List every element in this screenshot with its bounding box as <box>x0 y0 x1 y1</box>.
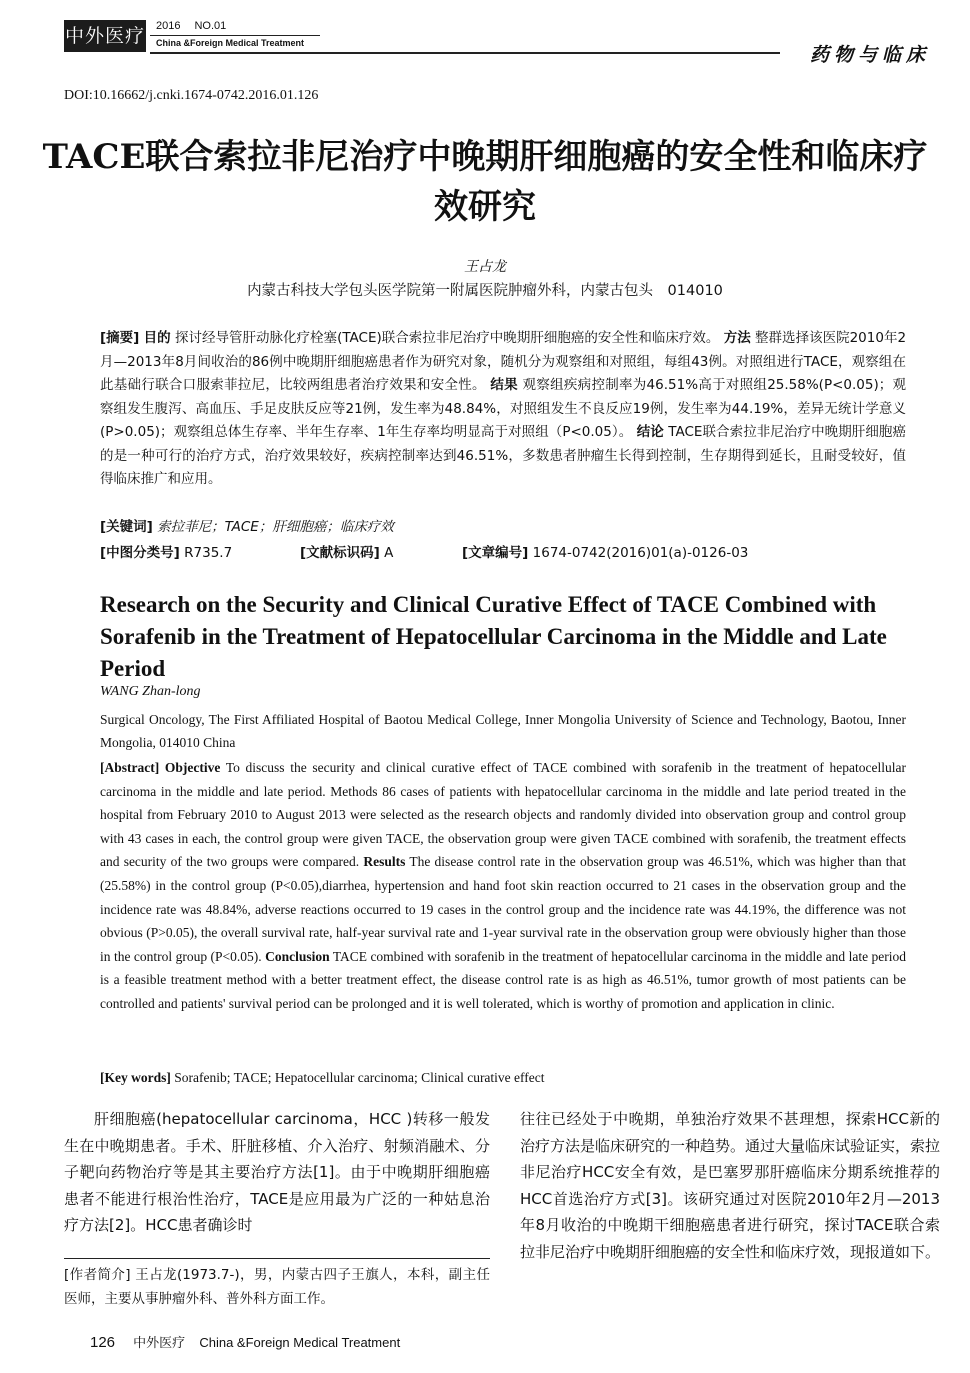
issue-year: 2016 <box>156 20 181 32</box>
affiliation-en: Surgical Oncology, The First Affiliated Hospital of Baotou Medical College, Inner Mongolia University of Science and Technology, Baotou, Inner Mongolia, 014010 China <box>100 712 906 750</box>
keywords-en <box>100 1066 906 1089</box>
page-number: 126 <box>90 1334 116 1351</box>
body-right-column <box>520 1106 940 1265</box>
body-left-text: 肝细胞癌(hepatocellular carcinoma，HCC )转移一般发生在中晚期患者。手术、肝脏移植、介入治疗、射频消融术、分子靶向药物治疗等是其主要治疗方法[1]。由于中晚期肝细胞癌患者不能进行根治性治疗，TACE是应用最为广泛的一种姑息治疗方法[2]。HCC患者确诊时 <box>64 1110 490 1234</box>
keywords-value-cn: 索拉菲尼；TACE；肝细胞癌；临床疗效 <box>157 519 394 535</box>
author-note-rule <box>64 1258 490 1259</box>
results-label-en: Results <box>363 854 406 870</box>
doc-code-value: A <box>384 545 394 561</box>
author-note-label: [作者简介] <box>64 1267 131 1283</box>
objective-text-en: To discuss the security and clinical curative effect of TACE combined with sorafenib in the treatment of hepatocellular carcinoma in the middle and late period. Methods 86 cases of patients with hepatocellular carcinoma in the middle and late period treated in the hospital from February 2010 to August 2013 were selected as the research objects and randomly divided into observation group and control group with 43 cases in each, the control group were given TACE, the observation group were given TACE combined with sorafenib, the treatment effects and security of the two groups were compared. <box>100 760 906 870</box>
doc-code-label: [文献标识码] <box>300 545 380 561</box>
author-note-text: 王占龙(1973.7-)，男，内蒙古四子王旗人，本科，副主任医师，主要从事肿瘤外科、普外科方面工作。 <box>64 1267 490 1307</box>
results-text-cn: 观察组疾病控制率为46.51%高于对照组25.58%(P<0.05)；观察组发生腹泻、高血压、手足皮肤反应等21例，发生率为48.84%，对照组发生不良反应19例，发生率为44.19%，差异无统计学意义(P>0.05)；观察组总体生存率、半年生存率、1年生存率均明显高于对照组（P<0.05）。 <box>100 377 907 440</box>
header-rule <box>150 52 780 54</box>
results-label-cn: 结果 <box>490 377 518 393</box>
affiliation-cn: 内蒙古科技大学包头医学院第一附属医院肿瘤外科，内蒙古包头 014010 <box>247 283 723 299</box>
footer-journal-en: China &Foreign Medical Treatment <box>199 1335 401 1350</box>
footer-journal-cn: 中外医疗 <box>133 1336 186 1351</box>
conclusion-text-cn: TACE联合索拉非尼治疗中晚期肝细胞癌的是一种可行的治疗方式，治疗效果较好，疾病控制率达到46.51%，多数患者肿瘤生长得到控制，生存期得到延长，且耐受较好，值得临床推广和应用。 <box>100 424 907 487</box>
section-name: 药物与临床 <box>809 44 930 66</box>
objective-text-cn: 探讨经导管肝动脉化疗栓塞(TACE)联合索拉非尼治疗中晚期肝细胞癌的安全性和临床疗效。 <box>175 330 720 346</box>
issue-number: NO.01 <box>194 20 227 32</box>
doi: DOI:10.16662/j.cnki.1674-0742.2016.01.126 <box>64 88 319 103</box>
abstract-en <box>100 756 906 1016</box>
abstract-label-en: [Abstract] <box>100 760 160 775</box>
journal-name-en: China &Foreign Medical Treatment <box>150 35 320 51</box>
conclusion-label-en: Conclusion <box>265 948 330 964</box>
author-note <box>64 1264 490 1311</box>
article-number <box>462 542 748 564</box>
doc-code <box>300 542 393 564</box>
article-title-cn: TACE联合索拉非尼治疗中晚期肝细胞癌的安全性和临床疗效研究 <box>42 137 928 227</box>
journal-logo: 中外医疗 <box>64 20 146 52</box>
issue-info <box>156 20 226 33</box>
class-label: [中图分类号] <box>100 545 180 561</box>
article-number-label: [文章编号] <box>462 545 529 561</box>
objective-label-cn: 目的 <box>143 330 171 346</box>
author-en: WANG Zhan-long <box>100 684 201 699</box>
keywords-cn <box>100 516 906 538</box>
keywords-label-en: [Key words] <box>100 1070 171 1085</box>
body-left-column <box>64 1106 490 1239</box>
abstract-label-cn: [摘要] <box>100 330 140 346</box>
keywords-label-cn: [关键词] <box>100 519 153 535</box>
article-number-value: 1674-0742(2016)01(a)-0126-03 <box>532 545 749 561</box>
page-footer <box>90 1332 400 1351</box>
conclusion-text-en: TACE combined with sorafenib in the treatment of hepatocellular carcinoma in the middle and late period is a feasible treatment method with a better treatment effect, the disease control rate is as high as 46.51%, tumor growth of most patients can be controlled and patients' survival period can be prolonged and it is well tolerated, which is worthy of promotion and application in clinic. <box>100 948 906 1011</box>
conclusion-label-cn: 结论 <box>636 424 664 440</box>
author-cn: 王占龙 <box>464 259 506 275</box>
methods-label-cn: 方法 <box>723 330 751 346</box>
class-number <box>100 542 232 564</box>
objective-label-en: Objective <box>164 760 221 775</box>
class-value: R735.7 <box>184 545 233 561</box>
results-text-en: The disease control rate in the observation group was 46.51%, which was higher than that (25.58%) in the control group (P<0.05),diarrhea, hypertension and hand foot skin reaction occurred to 21 cases in the observation group and the incidence rate was 48.84%, adverse reactions occurred to 19 cases in the control group and the incidence rate was 44.19%, the difference was not obvious (P>0.05), the overall survival rate, half-year survival rate and 1-year survival rate in the observation group were obviously higher than those in the control group (P<0.05). <box>100 854 907 964</box>
abstract-cn <box>100 327 906 492</box>
methods-text-cn: 整群选择该医院2010年2月—2013年8月间收治的86例中晚期肝细胞癌患者作为研究对象，随机分为观察组和对照组，每组43例。对照组进行TACE，观察组在此基础行联合口服索菲拉尼，比较两组患者治疗效果和安全性。 <box>100 330 907 393</box>
article-title-en: Research on the Security and Clinical Curative Effect of TACE Combined with Sorafenib in the Treatment of Hepatocellular Carcinoma in the Middle and Late Period <box>100 592 887 681</box>
body-right-text: 往往已经处于中晚期，单独治疗效果不甚理想，探索HCC新的治疗方法是临床研究的一种趋势。通过大量临床试验证实，索拉非尼治疗HCC安全有效，是巴塞罗那肝癌临床分期系统推荐的HCC首选治疗方式[3]。该研究通过对医院2010年2月—2013年8月收治的中晚期干细胞癌患者进行研究，探讨TACE联合索拉非尼治疗中晚期肝细胞癌的安全性和临床疗效，现报道如下。 <box>520 1110 941 1261</box>
keywords-value-en: Sorafenib; TACE; Hepatocellular carcinoma; Clinical curative effect <box>174 1070 545 1085</box>
